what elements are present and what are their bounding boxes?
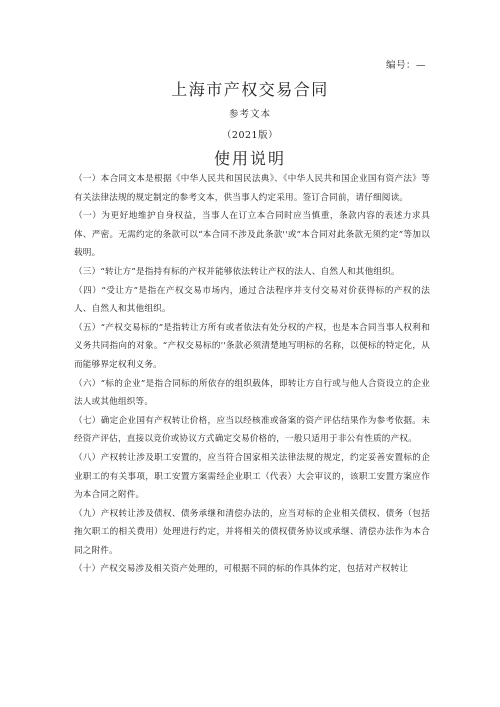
section-heading: 使用说明 [213, 149, 286, 168]
paragraph-5: （五）“产权交易标的”是指转让方所有或者依法有处分权的产权，也是本合同当事人权利和义务共同指向的对象。“产权交易标的''条款必须清楚地写明标的名称，以便标的特定化，从而能够界定权利义务。 [74, 322, 430, 370]
document-title: 上海市产权交易合同 [171, 80, 329, 99]
paragraph-7: （七）确定企业国有产权转让价格，应当以经核准或备案的资产评估结果作为参考依据。未经资产评估，直接以竞价或协议方式确定交易价格的，一般只适用于非公有性质的产权。 [74, 415, 430, 445]
paragraph-4: （四）“受让方”是指在产权交易市场内，通过合法程序并支付交易对价获得标的产权的法人、自然人和其他组织。 [74, 285, 430, 315]
paragraph-6: （六）“标的企业”是指合同标的所依存的组织载体，即转让方自行或与他人合资设立的企业法人或其他组织等。 [74, 378, 430, 408]
paragraph-9: （九）产权转让涉及债权、债务承继和清偿办法的，应当对标的企业相关债权、债务（包括拖欠职工的相关费用）处理进行约定，并将相关的债权债务协议或承继、清偿办法作为本合同之附件。 [74, 508, 430, 556]
paragraph-2: （一）为更好地维护自身权益，当事人在订立本合同时应当慎重，条款内容的表述力求具体、严密。无需约定的条款可以“本合同不涉及此条款''或”本合同对此条款无须约定”等加以载明。 [74, 211, 430, 259]
paragraph-3: （三）“转让方”是指持有标的产权并能够依法转让产权的法人、自然人和其他组织。 [74, 266, 400, 277]
document-number: 编号：— [385, 60, 426, 71]
document-subtitle: 参考文本 [228, 109, 271, 120]
instructions-body [74, 170, 430, 579]
paragraph-1: （一）本合同文本是根据《中华人民共和国民法典》、《中华人民共和国企业国有资产法》等有关法律法规的规定制定的参考文本，供当事人约定采用。签订合同前，请仔细阅读。 [74, 174, 430, 203]
paragraph-10: （十）产权交易涉及相关资产处理的，可根据不同的标的作具体约定，包括对产权转让 [74, 564, 409, 575]
paragraph-8: （八）产权转让涉及职工安置的，应当符合国家相关法律法规的规定，约定妥善安置标的企业职工的有关事项，职工安置方案需经企业职工（代表）大会审议的，该职工安置方案应作为本合同之附件。 [74, 452, 430, 501]
document-version: （2021版） [221, 130, 279, 141]
